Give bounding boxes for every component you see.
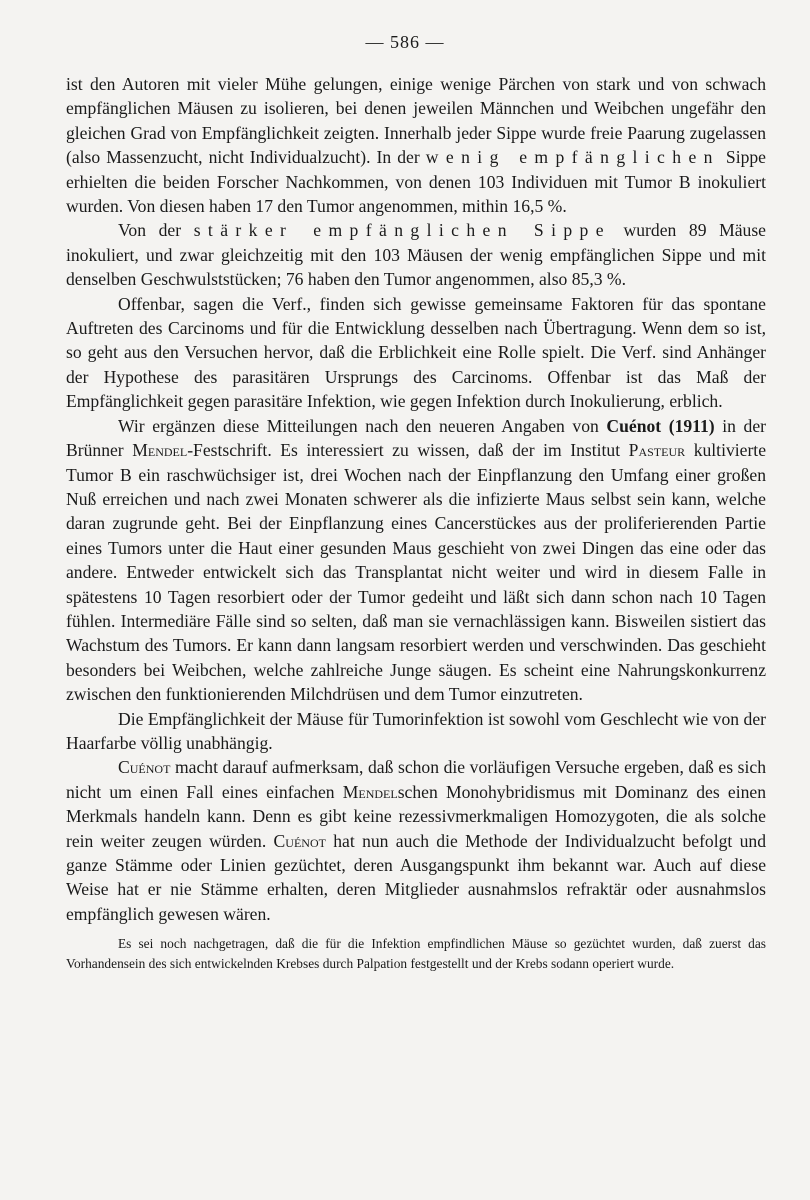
body-text [66, 72, 766, 974]
paragraph-p6 [66, 755, 766, 926]
paragraph-p1 [66, 72, 766, 218]
paragraph-p4 [66, 414, 766, 707]
text-run: macht darauf aufmerksam, daß schon die vorläufigen Versuche ergeben, daß es sich nicht um einen Fall eines einfachen [66, 757, 766, 802]
text-run: hat nun auch die Methode der Individualzucht befolgt und ganze Stämme oder Linien gezüchtet, deren Ausgangspunkt ihm bekannt war. Auch auf diese Weise hat er nie Stämme erhalten, deren Mitglieder ausnahmslos refraktär oder ausnahmslos empfänglich gewesen wären. [66, 830, 766, 924]
text-run: stärker empfänglichen Sippe [193, 220, 611, 241]
text-run: Mendel [132, 440, 188, 461]
text-run: kultivierte Tumor B ein raschwüchsiger ist, drei Wochen nach der Einpflanzung den Umfang einer großen Nuß erreichen und nach zwei Monaten schwerer als die infizierte Maus selbst sein kann, welche daran zugrunde geht. Bei der Einpflanzung eines Cancerstückes aus der proliferierenden Partie eines Tumors unter die Haut einer gesunden Maus geschieht von zwei Dingen das eine oder das andere. Entweder entwickelt sich das Transplantat nicht weiter und wird in diesem Falle in spätestens 10 Tagen resorbiert oder der Tumor gedeiht und läßt sich dann schon nach 10 Tagen fühlen. Intermediäre Fälle sind so selten, daß man sie vernachlässigen kann. Bisweilen sistiert das Wachstum des Tumors. Er kann dann langsam resorbiert werden und verschwinden. Das geschieht besonders bei Weibchen, welche zahlreiche Junge säugen. Es scheint eine Nahrungskonkurrenz zwischen den funktionierenden Milchdrüsen und dem Tumor einzutreten. [66, 440, 767, 705]
text-run: schen Monohybridismus mit Dominanz des einen Merkmals handeln kann. Denn es gibt keine rezessivmerkmaligen Homozygoten, die als solche rein weiter zeugen würden. [66, 781, 766, 851]
text-run: Mendel [342, 781, 398, 802]
text-run: -Festschrift. Es interessiert zu wissen, daß der im Institut [187, 440, 629, 461]
footnote: Es sei noch nachgetragen, daß die für die Infektion empfindlichen Mäuse so gezüchtet wurden, daß zuerst das Vorhandensein des sich entwickelnden Krebses durch Palpation festgestellt und der Krebs sodann operiert wurde. [66, 936, 766, 972]
text-run: wurden 89 Mäuse inokuliert, und zwar gleichzeitig mit den 103 Mäusen der wenig empfänglichen Sippe und mit denselben Geschwulststücken; 76 haben den Tumor angenommen, also 85,3 %. [66, 220, 766, 290]
text-run: Offenbar, sagen die Verf., finden sich gewisse gemeinsame Faktoren für das spontane Auftreten des Carcinoms und für die Entwicklung desselben nach Übertragung. Wenn dem so ist, so geht aus den Versuchen hervor, daß die Erblichkeit eine Rolle spielt. Die Verf. sind Anhänger der Hypothese des parasitären Ursprungs des Carcinoms. Offenbar ist das Maß der Empfänglichkeit gegen parasitäre Infektion, wie gegen Infektion durch Inokulierung, erblich. [66, 293, 766, 412]
paragraph-p5 [66, 707, 766, 756]
text-run: Die Empfänglichkeit der Mäuse für Tumorinfektion ist sowohl vom Geschlecht wie von der Haarfarbe völlig unabhängig. [66, 708, 766, 753]
text-run: Pasteur [628, 440, 686, 461]
paragraph-list [66, 72, 766, 926]
text-run: Sippe erhielten die beiden Forscher Nachkommen, von denen 103 Individuen mit Tumor B inokuliert wurden. Von diesen haben 17 den Tumor angenommen, mithin 16,5 %. [66, 147, 766, 217]
text-run: wenig empfänglichen [425, 147, 720, 168]
text-run: Wir ergänzen diese Mitteilungen nach den neueren Angaben von [118, 415, 607, 436]
text-run: ist den Autoren mit vieler Mühe gelungen, einige wenige Pärchen von stark und von schwach empfänglichen Mäusen zu isolieren, bei denen jeweilen Männchen und Weibchen ungefähr den gleichen Grad von Empfänglichkeit zeigten. Innerhalb jeder Sippe wurde freie Paarung zugelassen (also Massenzucht, nicht Individualzucht). In der [66, 74, 766, 168]
text-run: Cuénot (1911) [606, 415, 715, 436]
text-run: Cuénot [273, 830, 326, 851]
page-number: — 586 — [365, 32, 445, 52]
paragraph-p2 [66, 218, 766, 291]
text-run: Cuénot [118, 757, 171, 778]
text-run: Von der [118, 220, 194, 241]
text-run: in der Brünner [66, 415, 766, 461]
paragraph-p3 [66, 292, 766, 414]
